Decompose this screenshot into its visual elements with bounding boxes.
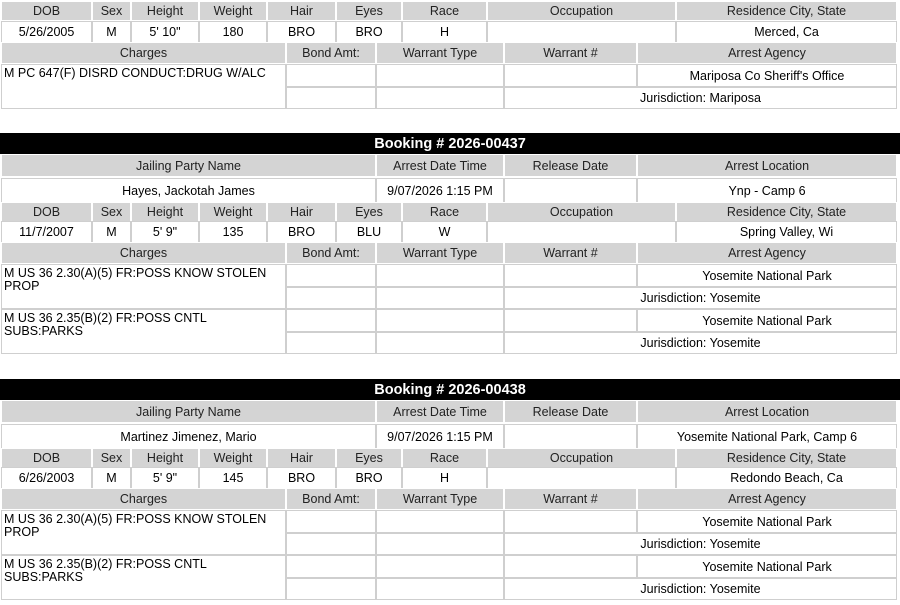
bond-amount-value <box>286 287 376 309</box>
bond-header: Bond Amt: <box>286 42 376 64</box>
warrant-type-value <box>376 533 504 555</box>
height-value: 5' 9" <box>131 221 199 243</box>
warrant_num-header: Warrant # <box>504 42 637 64</box>
bond-amount-value <box>286 533 376 555</box>
hair-value: BRO <box>267 221 336 243</box>
warrant-type-value <box>376 309 504 332</box>
name-value: Hayes, Jackotah James <box>1 178 376 203</box>
hair-header: Hair <box>267 448 336 468</box>
occupation-value <box>487 467 676 489</box>
arrest-agency-value: Yosemite National Park <box>637 510 897 533</box>
weight-header: Weight <box>199 448 267 468</box>
sex-header: Sex <box>92 202 131 222</box>
occupation-value <box>487 221 676 243</box>
arrest-location-value: Ynp - Camp 6 <box>637 178 897 203</box>
charge-text: M US 36 2.35(B)(2) FR:POSS CNTL SUBS:PARKS <box>1 555 286 600</box>
hair-header: Hair <box>267 202 336 222</box>
charges-header: Charges <box>1 42 286 64</box>
dob-header: DOB <box>1 202 92 222</box>
residence-header: Residence City, State <box>676 202 897 222</box>
warrant-type-value <box>376 332 504 354</box>
warrant-type-value <box>376 555 504 578</box>
hair-header: Hair <box>267 1 336 21</box>
release-date-header: Release Date <box>504 400 637 423</box>
warrant-type-value <box>376 287 504 309</box>
residence-value: Merced, Ca <box>676 21 897 43</box>
dob-header: DOB <box>1 1 92 21</box>
weight-header: Weight <box>199 1 267 21</box>
warrant-type-value <box>376 578 504 600</box>
weight-header: Weight <box>199 202 267 222</box>
arrest-dt-header: Arrest Date Time <box>376 400 504 423</box>
arrest-location-header: Arrest Location <box>637 400 897 423</box>
arrest-dt-header: Arrest Date Time <box>376 154 504 177</box>
charges-header: Charges <box>1 242 286 264</box>
arrest-agency-value: Mariposa Co Sheriff's Office <box>637 64 897 87</box>
jurisdiction-value: Jurisdiction: Yosemite <box>504 287 897 309</box>
warrant-type-value <box>376 87 504 109</box>
bond-header: Bond Amt: <box>286 242 376 264</box>
jurisdiction-value: Jurisdiction: Yosemite <box>504 578 897 600</box>
occupation-header: Occupation <box>487 202 676 222</box>
charge-text: M PC 647(F) DISRD CONDUCT:DRUG W/ALC <box>1 64 286 109</box>
bond-amount-value <box>286 332 376 354</box>
bond-amount-value <box>286 64 376 87</box>
charges-header: Charges <box>1 488 286 510</box>
eyes-header: Eyes <box>336 448 402 468</box>
warrant_type-header: Warrant Type <box>376 42 504 64</box>
jurisdiction-value: Jurisdiction: Yosemite <box>504 332 897 354</box>
warrant_num-header: Warrant # <box>504 488 637 510</box>
dob-value: 11/7/2007 <box>1 221 92 243</box>
arrest-agency-value: Yosemite National Park <box>637 309 897 332</box>
eyes-value: BLU <box>336 221 402 243</box>
warrant-type-value <box>376 510 504 533</box>
dob-value: 6/26/2003 <box>1 467 92 489</box>
booking-title: Booking # 2026-00438 <box>0 379 900 400</box>
arrest-dt-value: 9/07/2026 1:15 PM <box>376 424 504 449</box>
bond-amount-value <box>286 87 376 109</box>
warrant-number-value <box>504 64 637 87</box>
height-header: Height <box>131 1 199 21</box>
weight-value: 180 <box>199 21 267 43</box>
jailing-party-header: Jailing Party Name <box>1 400 376 423</box>
bond-header: Bond Amt: <box>286 488 376 510</box>
race-value: H <box>402 467 487 489</box>
arrest-agency-value: Yosemite National Park <box>637 555 897 578</box>
warrant_type-header: Warrant Type <box>376 488 504 510</box>
agency-header: Arrest Agency <box>637 42 897 64</box>
warrant_type-header: Warrant Type <box>376 242 504 264</box>
bond-amount-value <box>286 555 376 578</box>
warrant-number-value <box>504 555 637 578</box>
arrest-agency-value: Yosemite National Park <box>637 264 897 287</box>
release-date-value <box>504 424 637 449</box>
dob-header: DOB <box>1 448 92 468</box>
dob-value: 5/26/2005 <box>1 21 92 43</box>
weight-value: 135 <box>199 221 267 243</box>
height-value: 5' 10" <box>131 21 199 43</box>
occupation-header: Occupation <box>487 1 676 21</box>
warrant-number-value <box>504 264 637 287</box>
sex-value: M <box>92 467 131 489</box>
race-value: H <box>402 21 487 43</box>
sex-header: Sex <box>92 1 131 21</box>
occupation-header: Occupation <box>487 448 676 468</box>
warrant-type-value <box>376 64 504 87</box>
race-header: Race <box>402 202 487 222</box>
booking-title: Booking # 2026-00437 <box>0 133 900 154</box>
height-header: Height <box>131 448 199 468</box>
race-value: W <box>402 221 487 243</box>
eyes-value: BRO <box>336 21 402 43</box>
eyes-header: Eyes <box>336 202 402 222</box>
eyes-value: BRO <box>336 467 402 489</box>
charge-text: M US 36 2.30(A)(5) FR:POSS KNOW STOLEN PROP <box>1 510 286 555</box>
jurisdiction-value: Jurisdiction: Yosemite <box>504 533 897 555</box>
residence-value: Spring Valley, Wi <box>676 221 897 243</box>
hair-value: BRO <box>267 467 336 489</box>
bond-amount-value <box>286 264 376 287</box>
charge-text: M US 36 2.35(B)(2) FR:POSS CNTL SUBS:PARKS <box>1 309 286 354</box>
arrest-dt-value: 9/07/2026 1:15 PM <box>376 178 504 203</box>
arrest-location-header: Arrest Location <box>637 154 897 177</box>
hair-value: BRO <box>267 21 336 43</box>
jailing-party-header: Jailing Party Name <box>1 154 376 177</box>
warrant-number-value <box>504 510 637 533</box>
arrest-location-value: Yosemite National Park, Camp 6 <box>637 424 897 449</box>
eyes-header: Eyes <box>336 1 402 21</box>
warrant_num-header: Warrant # <box>504 242 637 264</box>
residence-header: Residence City, State <box>676 1 897 21</box>
sex-value: M <box>92 221 131 243</box>
warrant-type-value <box>376 264 504 287</box>
charge-text: M US 36 2.30(A)(5) FR:POSS KNOW STOLEN PROP <box>1 264 286 309</box>
sex-value: M <box>92 21 131 43</box>
release-date-header: Release Date <box>504 154 637 177</box>
name-value: Martinez Jimenez, Mario <box>1 424 376 449</box>
bond-amount-value <box>286 510 376 533</box>
release-date-value <box>504 178 637 203</box>
sex-header: Sex <box>92 448 131 468</box>
race-header: Race <box>402 448 487 468</box>
warrant-number-value <box>504 309 637 332</box>
residence-value: Redondo Beach, Ca <box>676 467 897 489</box>
occupation-value <box>487 21 676 43</box>
height-header: Height <box>131 202 199 222</box>
race-header: Race <box>402 1 487 21</box>
jurisdiction-value: Jurisdiction: Mariposa <box>504 87 897 109</box>
weight-value: 145 <box>199 467 267 489</box>
agency-header: Arrest Agency <box>637 242 897 264</box>
bond-amount-value <box>286 578 376 600</box>
residence-header: Residence City, State <box>676 448 897 468</box>
bond-amount-value <box>286 309 376 332</box>
agency-header: Arrest Agency <box>637 488 897 510</box>
height-value: 5' 9" <box>131 467 199 489</box>
